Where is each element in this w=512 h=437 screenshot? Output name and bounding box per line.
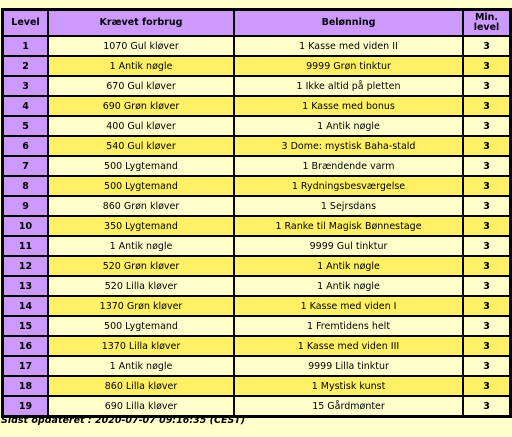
reward-cell: 1 Brændende varm (234, 156, 463, 176)
requirement-cell: 540 Gul kløver (48, 136, 234, 156)
level-cell: 3 (3, 76, 48, 96)
min-level-cell: 3 (463, 336, 510, 356)
table-row (3, 276, 510, 296)
min-level-cell: 3 (463, 216, 510, 236)
min-level-cell: 3 (463, 76, 510, 96)
table-row (3, 196, 510, 216)
reward-cell: 15 Gårdmønter (234, 396, 463, 416)
requirement-cell: 520 Lilla kløver (48, 276, 234, 296)
level-cell: 19 (3, 396, 48, 416)
level-cell: 17 (3, 356, 48, 376)
table-row (3, 136, 510, 156)
min-level-cell: 3 (463, 136, 510, 156)
table-row (3, 116, 510, 136)
requirement-cell: 860 Lilla kløver (48, 376, 234, 396)
min-level-cell: 3 (463, 396, 510, 416)
level-cell: 7 (3, 156, 48, 176)
header-min-level: Min. level (463, 10, 510, 36)
reward-cell: 1 Sejrsdans (234, 196, 463, 216)
header-requirement: Krævet forbrug (48, 10, 234, 36)
table-row (3, 356, 510, 376)
requirement-cell: 1370 Lilla kløver (48, 336, 234, 356)
min-level-cell: 3 (463, 156, 510, 176)
header-level: Level (3, 10, 48, 36)
reward-cell: 1 Kasse med viden II (234, 36, 463, 56)
min-level-cell: 3 (463, 276, 510, 296)
table-row (3, 156, 510, 176)
reward-cell: 1 Antik nøgle (234, 116, 463, 136)
reward-cell: 1 Kasse med viden III (234, 336, 463, 356)
last-updated: Sidst opdateret : 2020-07-07 09:16:35 (CEST) (1, 415, 246, 426)
requirement-cell: 690 Grøn kløver (48, 96, 234, 116)
table-row (3, 56, 510, 76)
min-level-cell: 3 (463, 196, 510, 216)
table-row (3, 36, 510, 56)
requirement-cell: 350 Lygtemand (48, 216, 234, 236)
level-cell: 13 (3, 276, 48, 296)
table-body (3, 36, 510, 416)
levels-table (1, 8, 512, 418)
requirement-cell: 500 Lygtemand (48, 176, 234, 196)
table-row (3, 176, 510, 196)
level-cell: 15 (3, 316, 48, 336)
min-level-cell: 3 (463, 316, 510, 336)
table-row (3, 296, 510, 316)
level-cell: 8 (3, 176, 48, 196)
min-level-cell: 3 (463, 376, 510, 396)
reward-cell: 1 Mystisk kunst (234, 376, 463, 396)
table-row (3, 256, 510, 276)
min-level-cell: 3 (463, 176, 510, 196)
level-cell: 6 (3, 136, 48, 156)
level-cell: 5 (3, 116, 48, 136)
level-cell: 12 (3, 256, 48, 276)
requirement-cell: 690 Lilla kløver (48, 396, 234, 416)
reward-cell: 1 Antik nøgle (234, 256, 463, 276)
level-cell: 2 (3, 56, 48, 76)
min-level-cell: 3 (463, 296, 510, 316)
reward-cell: 1 Ranke til Magisk Bønnestage (234, 216, 463, 236)
requirement-cell: 500 Lygtemand (48, 316, 234, 336)
table-row (3, 396, 510, 416)
reward-cell: 1 Kasse med viden I (234, 296, 463, 316)
min-level-cell: 3 (463, 36, 510, 56)
table-row (3, 236, 510, 256)
min-level-cell: 3 (463, 256, 510, 276)
level-cell: 14 (3, 296, 48, 316)
level-cell: 1 (3, 36, 48, 56)
level-cell: 16 (3, 336, 48, 356)
requirement-cell: 500 Lygtemand (48, 156, 234, 176)
reward-cell: 1 Antik nøgle (234, 276, 463, 296)
requirement-cell: 400 Gul kløver (48, 116, 234, 136)
min-level-cell: 3 (463, 356, 510, 376)
reward-cell: 9999 Gul tinktur (234, 236, 463, 256)
requirement-cell: 1 Antik nøgle (48, 56, 234, 76)
level-cell: 10 (3, 216, 48, 236)
requirement-cell: 1 Antik nøgle (48, 236, 234, 256)
requirement-cell: 1370 Grøn kløver (48, 296, 234, 316)
table-row (3, 336, 510, 356)
reward-cell: 1 Ikke altid på pletten (234, 76, 463, 96)
table-row (3, 96, 510, 116)
table-row (3, 216, 510, 236)
level-cell: 18 (3, 376, 48, 396)
requirement-cell: 860 Grøn kløver (48, 196, 234, 216)
min-level-cell: 3 (463, 96, 510, 116)
requirement-cell: 1 Antik nøgle (48, 356, 234, 376)
requirement-cell: 670 Gul kløver (48, 76, 234, 96)
reward-cell: 9999 Lilla tinktur (234, 356, 463, 376)
reward-cell: 3 Dome: mystisk Baha-stald (234, 136, 463, 156)
level-cell: 4 (3, 96, 48, 116)
reward-cell: 1 Fremtidens helt (234, 316, 463, 336)
header-reward: Belønning (234, 10, 463, 36)
reward-cell: 1 Kasse med bonus (234, 96, 463, 116)
level-cell: 9 (3, 196, 48, 216)
requirement-cell: 1070 Gul kløver (48, 36, 234, 56)
min-level-cell: 3 (463, 56, 510, 76)
min-level-cell: 3 (463, 116, 510, 136)
requirement-cell: 520 Grøn kløver (48, 256, 234, 276)
header-row (3, 10, 510, 36)
reward-cell: 9999 Grøn tinktur (234, 56, 463, 76)
table-row (3, 316, 510, 336)
table-row (3, 376, 510, 396)
table-row (3, 76, 510, 96)
min-level-cell: 3 (463, 236, 510, 256)
reward-cell: 1 Rydningsbesværgelse (234, 176, 463, 196)
level-cell: 11 (3, 236, 48, 256)
